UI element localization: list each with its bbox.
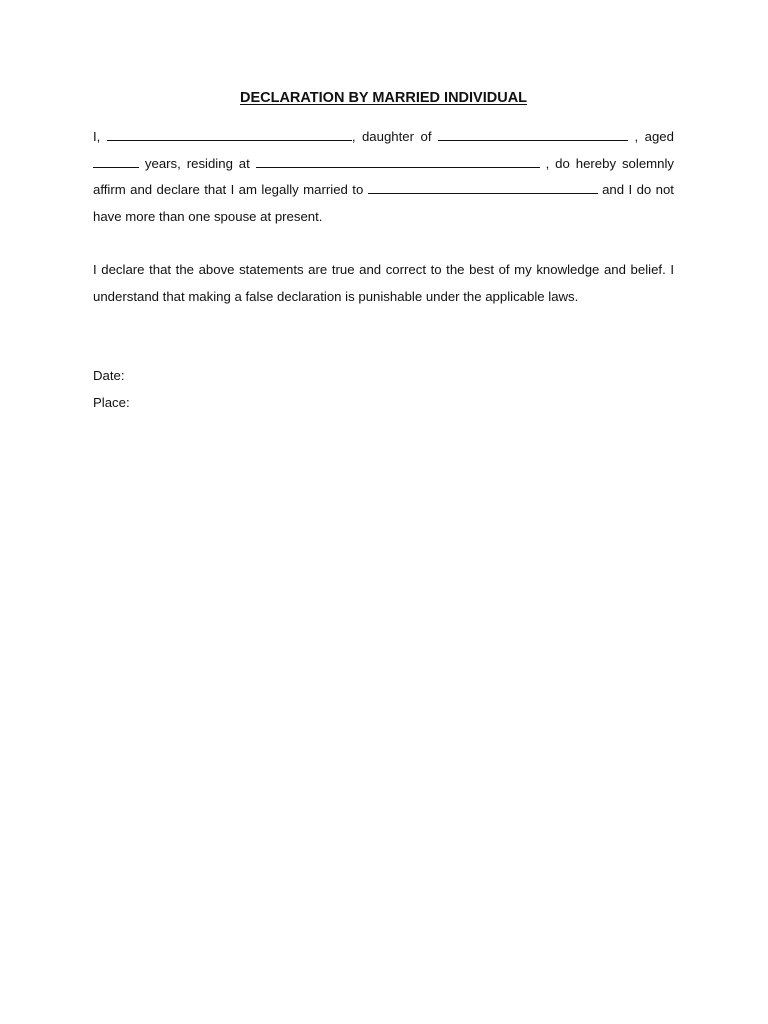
affirmation-paragraph: I declare that the above statements are true and correct to the best of my knowledge and belief. I understand that making a false declaration is punishable under the applicable laws. xyxy=(93,261,674,304)
text-segment: , daughter of xyxy=(351,129,432,144)
address-blank[interactable] xyxy=(256,155,540,168)
document-title: DECLARATION BY MARRIED INDIVIDUAL xyxy=(239,90,528,106)
text-segment: I, xyxy=(93,129,101,144)
text-segment: and I do not have more than one spouse at present. xyxy=(93,182,674,225)
name-blank[interactable] xyxy=(107,128,352,141)
date-place-block xyxy=(93,363,674,416)
text-segment: , do hereby solemnly affirm and declare that I am legally married to xyxy=(93,155,674,198)
age-blank[interactable] xyxy=(93,155,139,168)
text-segment: , aged xyxy=(634,129,674,144)
declaration-paragraph xyxy=(93,124,674,231)
spouse-name-blank[interactable] xyxy=(368,181,598,194)
father-name-blank[interactable] xyxy=(438,128,628,141)
date-label: Date: xyxy=(93,368,125,384)
place-label: Place: xyxy=(93,394,130,410)
document-page xyxy=(93,88,674,417)
text-segment: years, residing at xyxy=(144,155,250,171)
